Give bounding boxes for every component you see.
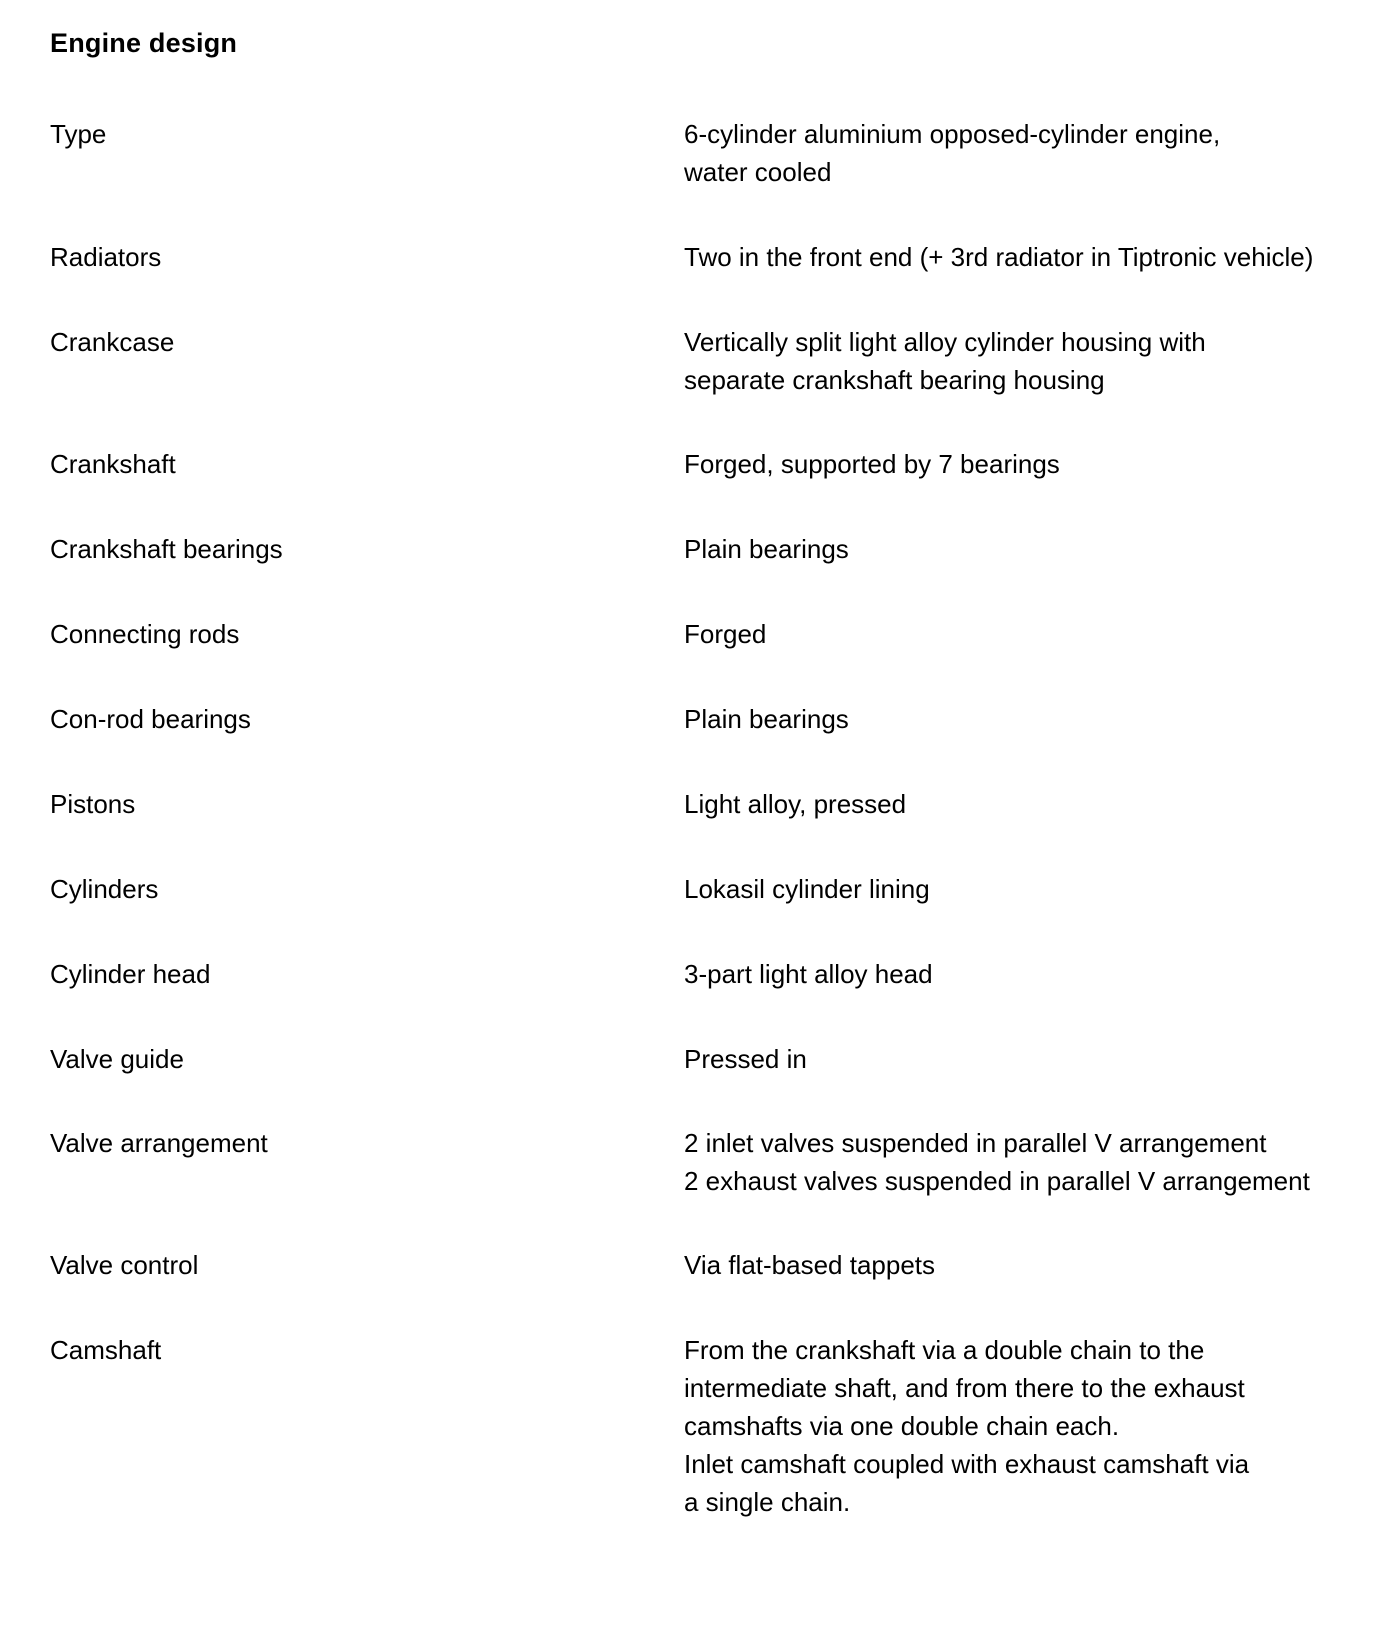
spec-value-line: a single chain. (684, 1487, 851, 1517)
spec-value-line: intermediate shaft, and from there to the exhaust (684, 1373, 1245, 1403)
spec-value (684, 785, 1374, 823)
spec-value-line: Lokasil cylinder lining (684, 874, 930, 904)
spec-value (684, 1246, 1374, 1284)
spec-value (684, 115, 1374, 191)
spec-value (684, 530, 1374, 568)
spec-value (684, 615, 1374, 653)
spec-value (684, 1124, 1374, 1200)
spec-value-line: Plain bearings (684, 704, 849, 734)
spec-value-line: water cooled (684, 157, 832, 187)
spec-value-line: 3-part light alloy head (684, 959, 933, 989)
spec-label: Crankcase (50, 327, 175, 357)
spec-value-line: Via flat-based tappets (684, 1250, 936, 1280)
spec-value-line: Forged, supported by 7 bearings (684, 449, 1060, 479)
spec-label: Valve guide (50, 1044, 184, 1074)
spec-label: Radiators (50, 242, 162, 272)
spec-value-line: 2 inlet valves suspended in parallel V arrangement (684, 1128, 1267, 1158)
spec-label: Connecting rods (50, 619, 240, 649)
spec-value (684, 870, 1374, 908)
spec-label: Crankshaft (50, 449, 176, 479)
spec-value (684, 1331, 1374, 1521)
spec-value-line: camshafts via one double chain each. (684, 1411, 1120, 1441)
spec-value-line: From the crankshaft via a double chain to the (684, 1335, 1205, 1365)
spec-label: Type (50, 119, 107, 149)
spec-value-line: Light alloy, pressed (684, 789, 907, 819)
spec-label: Pistons (50, 789, 136, 819)
spec-value (684, 445, 1374, 483)
spec-value (684, 955, 1374, 993)
spec-value-line: separate crankshaft bearing housing (684, 365, 1105, 395)
spec-value (684, 323, 1374, 399)
spec-value (684, 1040, 1374, 1078)
spec-value-line: Pressed in (684, 1044, 807, 1074)
spec-value-line: Vertically split light alloy cylinder housing with (684, 327, 1206, 357)
spec-value (684, 700, 1374, 738)
spec-label: Crankshaft bearings (50, 534, 283, 564)
spec-value-line: Inlet camshaft coupled with exhaust camshaft via (684, 1449, 1250, 1479)
spec-label: Valve arrangement (50, 1128, 268, 1158)
spec-label: Cylinders (50, 874, 159, 904)
spec-value-line: Two in the front end (+ 3rd radiator in Tiptronic vehicle) (684, 242, 1314, 272)
spec-value-line: Plain bearings (684, 534, 849, 564)
spec-label: Cylinder head (50, 959, 211, 989)
spec-value (684, 238, 1374, 276)
spec-label: Con-rod bearings (50, 704, 251, 734)
spec-label: Valve control (50, 1250, 199, 1280)
spec-value-line: 2 exhaust valves suspended in parallel V arrangement (684, 1166, 1310, 1196)
spec-value-line: 6-cylinder aluminium opposed-cylinder engine, (684, 119, 1221, 149)
page-title: Engine design (50, 28, 238, 58)
spec-label: Camshaft (50, 1335, 162, 1365)
spec-value-line: Forged (684, 619, 767, 649)
